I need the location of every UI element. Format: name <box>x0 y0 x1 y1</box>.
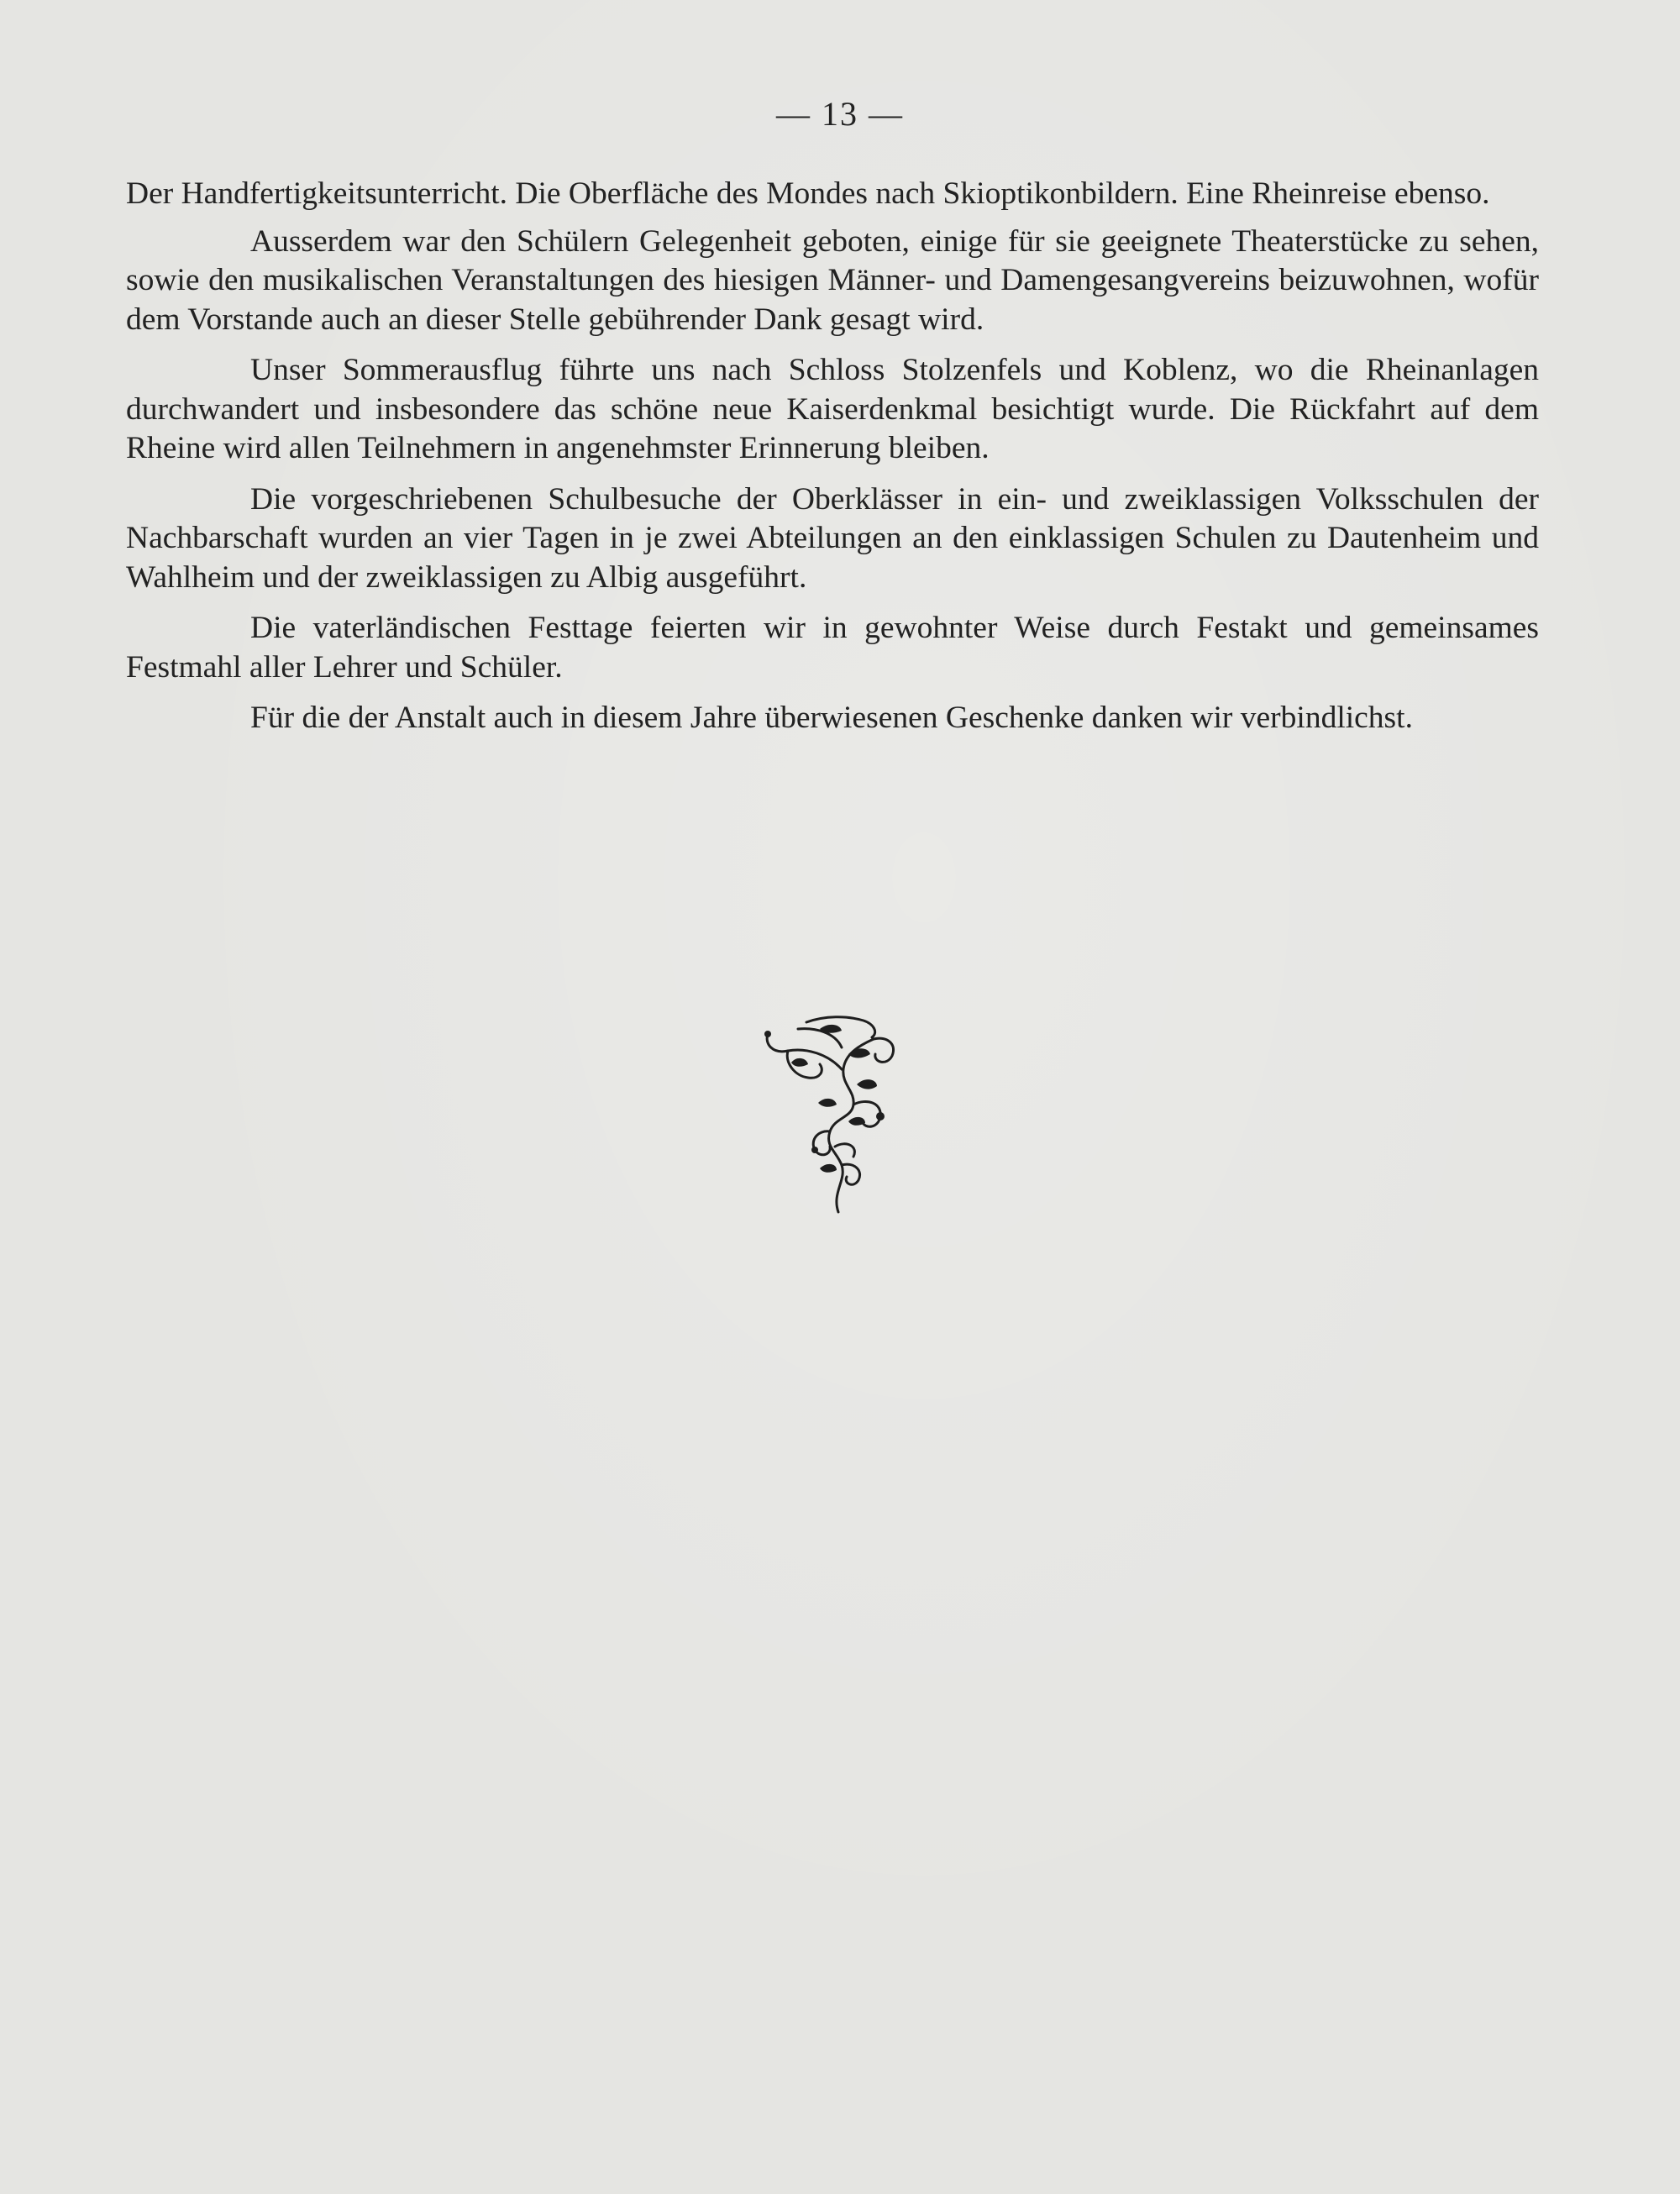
paragraph-theater-concerts: Ausserdem war den Schülern Gelegenheit geboten, einige für sie geeignete Theaterstücke zu sehen, sowie den musikalischen Veranstaltungen des hiesigen Männer- und Damengesangvereins beizuwohnen, wofür dem Vorstande auch an dieser Stelle gebührender Dank gesagt wird. <box>126 223 1539 337</box>
page-number: — 13 — <box>776 95 904 133</box>
paragraph-gifts-thanks: Für die der Anstalt auch in diesem Jahre überwiesenen Geschenke danken wir verbindlichst. <box>250 701 1413 735</box>
paragraph-patriotic-holidays: Die vaterländischen Festtage feierten wir in gewohnter Weise durch Festakt und gemeinsames Festmahl aller Lehrer und Schüler. <box>126 611 1539 685</box>
paragraph-summer-excursion: Unser Sommerausflug führte uns nach Schloss Stolzenfels und Koblenz, wo die Rheinanlagen durchwandert und insbesondere das schöne neue Kaiserdenkmal besichtigt wurde. Die Rückfahrt auf dem Rheine wird allen Teilnehmern in angenehmster Erinnerung bleiben. <box>126 353 1539 465</box>
paragraph-school-visits: Die vorgeschriebenen Schulbesuche der Oberklässer in ein- und zweiklassigen Volksschulen der Nachbarschaft wurden an vier Tagen in je zwei Abteilungen an den einklassigen Schulen zu Dautenheim und Wahlheim und der zweiklassigen zu Albig ausgeführt. <box>126 481 1539 595</box>
paragraph-activities-continued: Der Handfertigkeitsunterricht. Die Oberfläche des Mondes nach Skioptikonbildern. Eine Rheinreise ebenso. <box>126 176 1490 211</box>
body-text <box>126 175 1539 750</box>
floral-vine-ornament-icon <box>748 1004 916 1214</box>
